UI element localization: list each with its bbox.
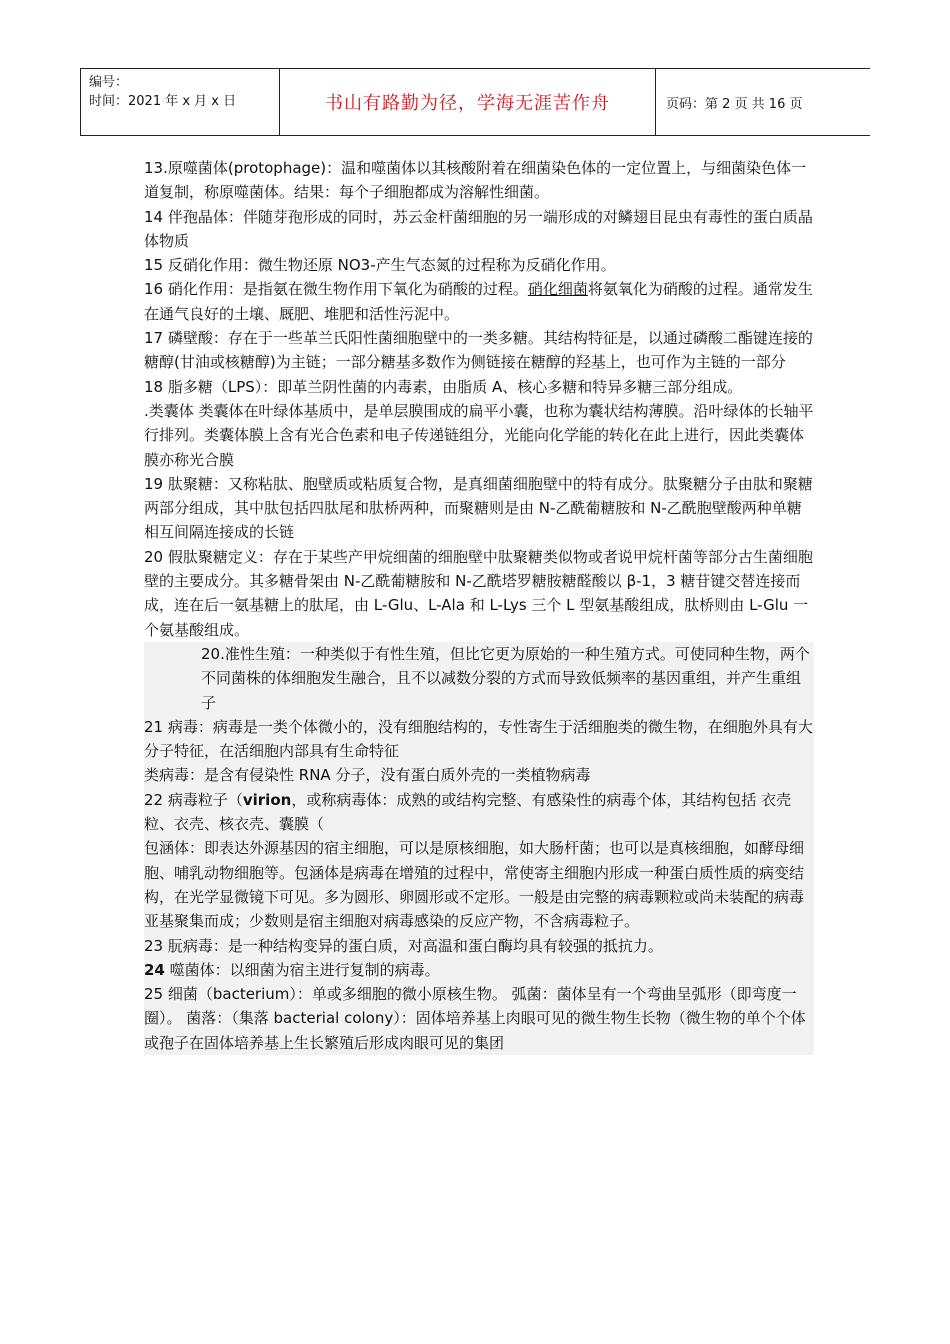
paragraph-17: 17 磷壁酸：存在于一些革兰氏阳性菌细胞壁中的一类多糖。其结构特征是，以通过磷酸二酯键连接的糖醇(甘油或核糖醇)为主链；一部分糖基多数作为侧链接在糖醇的羟基上，也可作为主链的一部分 (144, 329, 813, 372)
document-body (144, 156, 814, 1055)
paragraph-20: 20 假肽聚糖定义：存在于某些产甲烷细菌的细胞壁中肽聚糖类似物或者说甲烷杆菌等部分古生菌细胞壁的主要成分。其多糖骨架由 N-乙酰葡糖胺和 N-乙酰塔罗糖胺糖醛酸以 β-1，3 糖苷键交替连接而成，连在后一氨基糖上的肽尾，由 L-Glu、L-Ala 和 L-Lys 三个 L 型氨基酸组成，肽桥则由 L-Glu 一个氨基酸组成。 (144, 547, 813, 639)
paragraph-22 (144, 788, 814, 837)
nitrifying-bacteria-link[interactable]: 硝化细菌 (527, 280, 588, 299)
paragraph-14: 14 伴孢晶体：伴随芽孢形成的同时，苏云金杆菌细胞的另一端形成的对鳞翅目昆虫有毒性的蛋白质晶体物质 (144, 207, 813, 250)
paragraph-22-text-a: 22 病毒粒子（ (144, 790, 243, 809)
paragraph-18: 18 脂多糖（LPS）：即革兰阴性菌的内毒素，由脂质 A、核心多糖和特异多糖三部分组成。 (144, 377, 743, 396)
paragraph-21: 21 病毒：病毒是一类个体微小的，没有细胞结构的，专性寄生于活细胞类的微生物，在细胞外具有大分子特征，在活细胞内部具有生命特征 (144, 715, 814, 764)
virion-term: virion (242, 790, 292, 809)
paragraph-16-text-b: 将氨氧化为硝酸的过程。通常发生在通气良好的土壤、厩肥、堆肥和活性污泥中。 (144, 280, 813, 323)
document-number: 编号： (89, 75, 129, 90)
page-header (80, 68, 870, 136)
paragraph-16 (144, 277, 814, 326)
paragraph-23: 23 朊病毒：是一种结构变异的蛋白质，对高温和蛋白酶均具有较强的抵抗力。 (144, 934, 814, 958)
paragraph-20-parasexual: 20.准性生殖：一种类似于有性生殖，但比它更为原始的一种生殖方式。可使同种生物，两个不同菌株的体细胞发生融合，且不以减数分裂的方式而导致低频率的基因重组，并产生重组子 (144, 642, 814, 715)
paragraph-15: 15 反硝化作用：微生物还原 NO3-产生气态氮的过程称为反硝化作用。 (144, 256, 616, 275)
paragraph-13: 13.原噬菌体(protophage)：温和噬菌体以其核酸附着在细菌染色体的一定位置上，与细菌染色体一道复制，称原噬菌体。结果：每个子细胞都成为溶解性细菌。 (144, 159, 807, 202)
paragraph-19: 19 肽聚糖：又称粘肽、胞壁质或粘质复合物，是真细菌细胞壁中的特有成分。肽聚糖分子由肽和聚糖两部分组成，其中肽包括四肽尾和肽桥两种，而聚糖则是由 N-乙酰葡糖胺和 N-乙酰胞壁酸两种单糖相互间隔连接成的长链 (144, 474, 813, 542)
paragraph-inclusion-body: 包涵体：即表达外源基因的宿主细胞，可以是原核细胞，如大肠杆菌；也可以是真核细胞，如酵母细胞、哺乳动物细胞等。包涵体是病毒在增殖的过程中，常使寄主细胞内形成一种蛋白质性质的病变结构，在光学显微镜下可见。多为圆形、卵圆形或不定形。一般是由完整的病毒颗粒或尚未装配的病毒亚基聚集而成；少数则是宿主细胞对病毒感染的反应产物，不含病毒粒子。 (144, 836, 814, 933)
paragraph-24-text: 噬菌体：以细菌为宿主进行复制的病毒。 (164, 960, 440, 979)
paragraph-24-number: 24 (144, 960, 165, 979)
header-motto: 书山有路勤为径，学海无涯苦作舟 (280, 69, 656, 135)
paragraph-24 (144, 958, 814, 982)
document-date: 时间：2021 年 x 月 x 日 (89, 94, 237, 109)
paragraph-viroid: 类病毒：是含有侵染性 RNA 分子，没有蛋白质外壳的一类植物病毒 (144, 763, 814, 787)
paragraph-22-text-b: ，或称病毒体：成熟的或结构完整、有感染性的病毒个体，其结构包括 衣壳粒、衣壳、核衣壳、囊膜（ (144, 790, 792, 834)
page-number: 页码：第 2 页 共 16 页 (666, 96, 803, 112)
paragraph-thylakoid: .类囊体 类囊体在叶绿体基质中，是单层膜围成的扁平小囊，也称为囊状结构薄膜。沿叶绿体的长轴平行排列。类囊体膜上含有光合色素和电子传递链组分，光能向化学能的转化在此上进行，因此类囊体膜亦称光合膜 (144, 401, 814, 469)
header-meta (80, 69, 280, 135)
paragraph-25: 25 细菌（bacterium）：单或多细胞的微小原核生物。 弧菌：菌体呈有一个弯曲呈弧形（即弯度一圈）。 菌落：（集落 bacterial colony）：固体培养基上肉眼可见的微生物生长物（微生物的单个个体或孢子在固体培养基上生长繁殖后形成肉眼可见的集团 (144, 982, 814, 1055)
paragraph-16-text-a: 16 硝化作用：是指氨在微生物作用下氧化为硝酸的过程。 (144, 280, 528, 299)
